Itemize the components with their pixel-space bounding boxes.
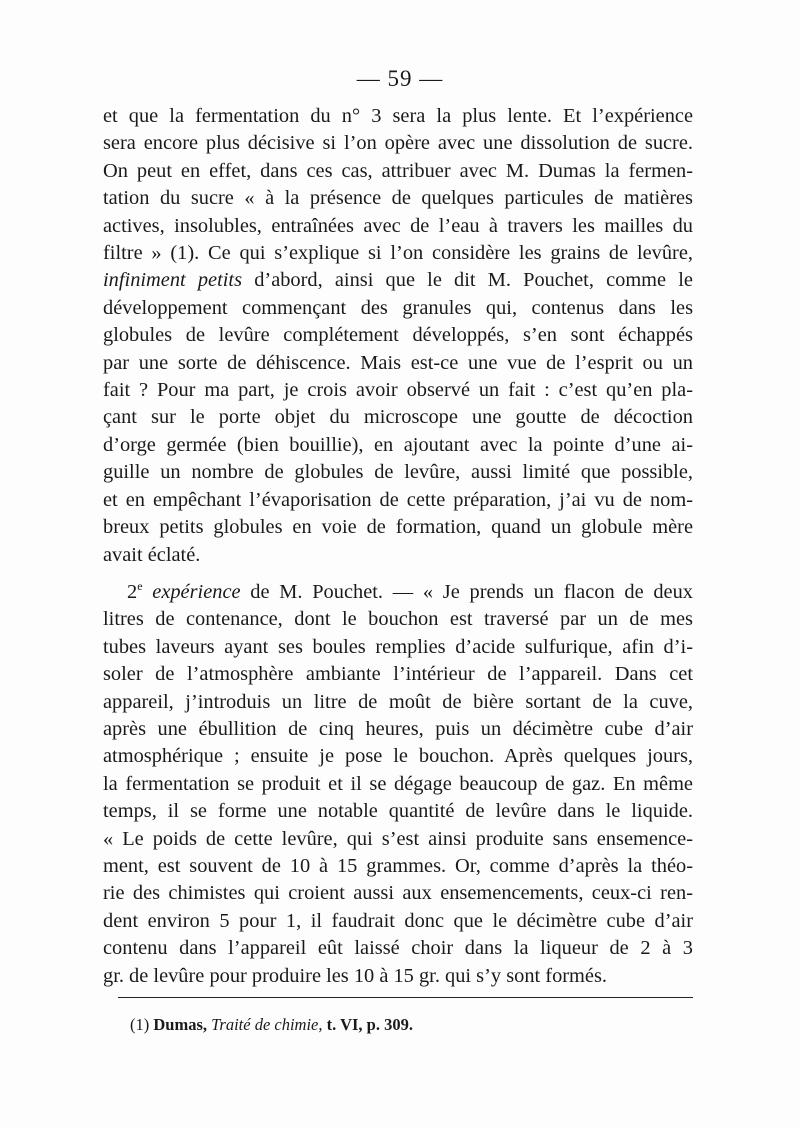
- text-line: gr. de levûre pour produire les 10 à 15 gr. qui s’y sont formés.: [103, 964, 607, 987]
- paragraph-2: [103, 579, 693, 990]
- text-line: tubes laveurs ayant ses boules remplies d’acide sulfurique, afin d’i-: [103, 635, 693, 658]
- body-text: [103, 103, 693, 990]
- ordinal-suffix: e: [137, 579, 143, 594]
- text-line: guille un nombre de globules de levûre, aussi limité que possible,: [103, 461, 693, 484]
- page-number: — 59 —: [356, 66, 444, 91]
- text-line: la fermentation se produit et il se dégage beaucoup de gaz. En même: [103, 772, 693, 795]
- text-line: rie des chimistes qui croient aussi aux ensemencements, ceux-ci ren-: [103, 882, 693, 905]
- text-line: par une sorte de déhiscence. Mais est-ce une vue de l’esprit ou un: [103, 351, 693, 374]
- footnote-marker: (1): [130, 1015, 150, 1034]
- text-line: et que la fermentation du n° 3 sera la plus lente. Et l’expérience: [103, 105, 693, 127]
- text-line: sera encore plus décisive si l’on opère avec une dissolution de sucre.: [103, 132, 693, 155]
- text-line: ment, est souvent de 10 à 15 grammes. Or, comme d’après la théo-: [103, 854, 693, 877]
- text-line: tation du sucre « à la présence de quelques particules de matières: [103, 187, 693, 210]
- footnote-title: Traité de chimie,: [211, 1015, 323, 1034]
- text-line: d’orge germée (bien bouillie), en ajoutant avec la pointe d’une ai-: [103, 433, 693, 456]
- text-line: litres de contenance, dont le bouchon est traversé par un de mes: [103, 608, 693, 631]
- text-line: développement commençant des granules qui, contenus dans les: [103, 296, 693, 319]
- footnote-author: Dumas,: [153, 1015, 208, 1034]
- text-line: avait éclaté.: [103, 543, 201, 566]
- italic-phrase: infiniment petits: [103, 269, 243, 292]
- text-line: « Le poids de cette levûre, qui s’est ainsi produite sans ensemence-: [103, 827, 693, 850]
- text-line: appareil, j’introduis un litre de moût de bière sortant de la cuve,: [103, 690, 693, 713]
- text-line: atmosphérique ; ensuite je pose le bouchon. Après quelques jours,: [103, 745, 693, 768]
- text-line: et en empêchant l’évaporisation de cette préparation, j’ai vu de nom-: [103, 488, 693, 511]
- footnote: [130, 1014, 690, 1036]
- text-line: dent environ 5 pour 1, il faudrait donc que le décimètre cube d’air: [103, 909, 693, 932]
- footnote-reference: t. VI, p. 309.: [326, 1015, 413, 1034]
- text-line-lead: [103, 579, 693, 606]
- text-line: temps, il se forme une notable quantité de levûre dans le liquide.: [103, 800, 693, 823]
- text-line: filtre » (1). Ce qui s’explique si l’on considère les grains de levûre,: [103, 242, 693, 265]
- text-line: globules de levûre complétement développés, s’en sont échappés: [103, 324, 693, 347]
- footnote-divider: [118, 997, 693, 998]
- text-line: contenu dans l’appareil eût laissé choir dans la liqueur de 2 à 3: [103, 937, 693, 960]
- text-fragment: d’abord, ainsi que le dit M. Pouchet, comme le: [254, 269, 693, 292]
- paragraph-1: [103, 103, 693, 569]
- text-line: breux petits globules en voie de formation, quand un globule mère: [103, 516, 693, 539]
- text-line: actives, insolubles, entraînées avec de l’eau à travers les mailles du: [103, 214, 693, 237]
- text-fragment: de M. Pouchet. — « Je prends un flacon de deux: [240, 580, 693, 603]
- experiment-number: 2: [127, 580, 138, 603]
- text-line-with-italic: [103, 267, 693, 294]
- text-line: après une ébullition de cinq heures, puis un décimètre cube d’air: [103, 717, 693, 740]
- text-line: soler de l’atmosphère ambiante l’intérieur de l’appareil. Dans cet: [103, 663, 693, 686]
- italic-word: expérience: [152, 580, 241, 603]
- text-line: fait ? Pour ma part, je crois avoir observé un fait : c’est qu’en pla-: [103, 379, 693, 402]
- text-line: On peut en effet, dans ces cas, attribuer avec M. Dumas la fermen-: [103, 159, 693, 182]
- text-line: çant sur le porte objet du microscope une goutte de décoction: [103, 406, 693, 429]
